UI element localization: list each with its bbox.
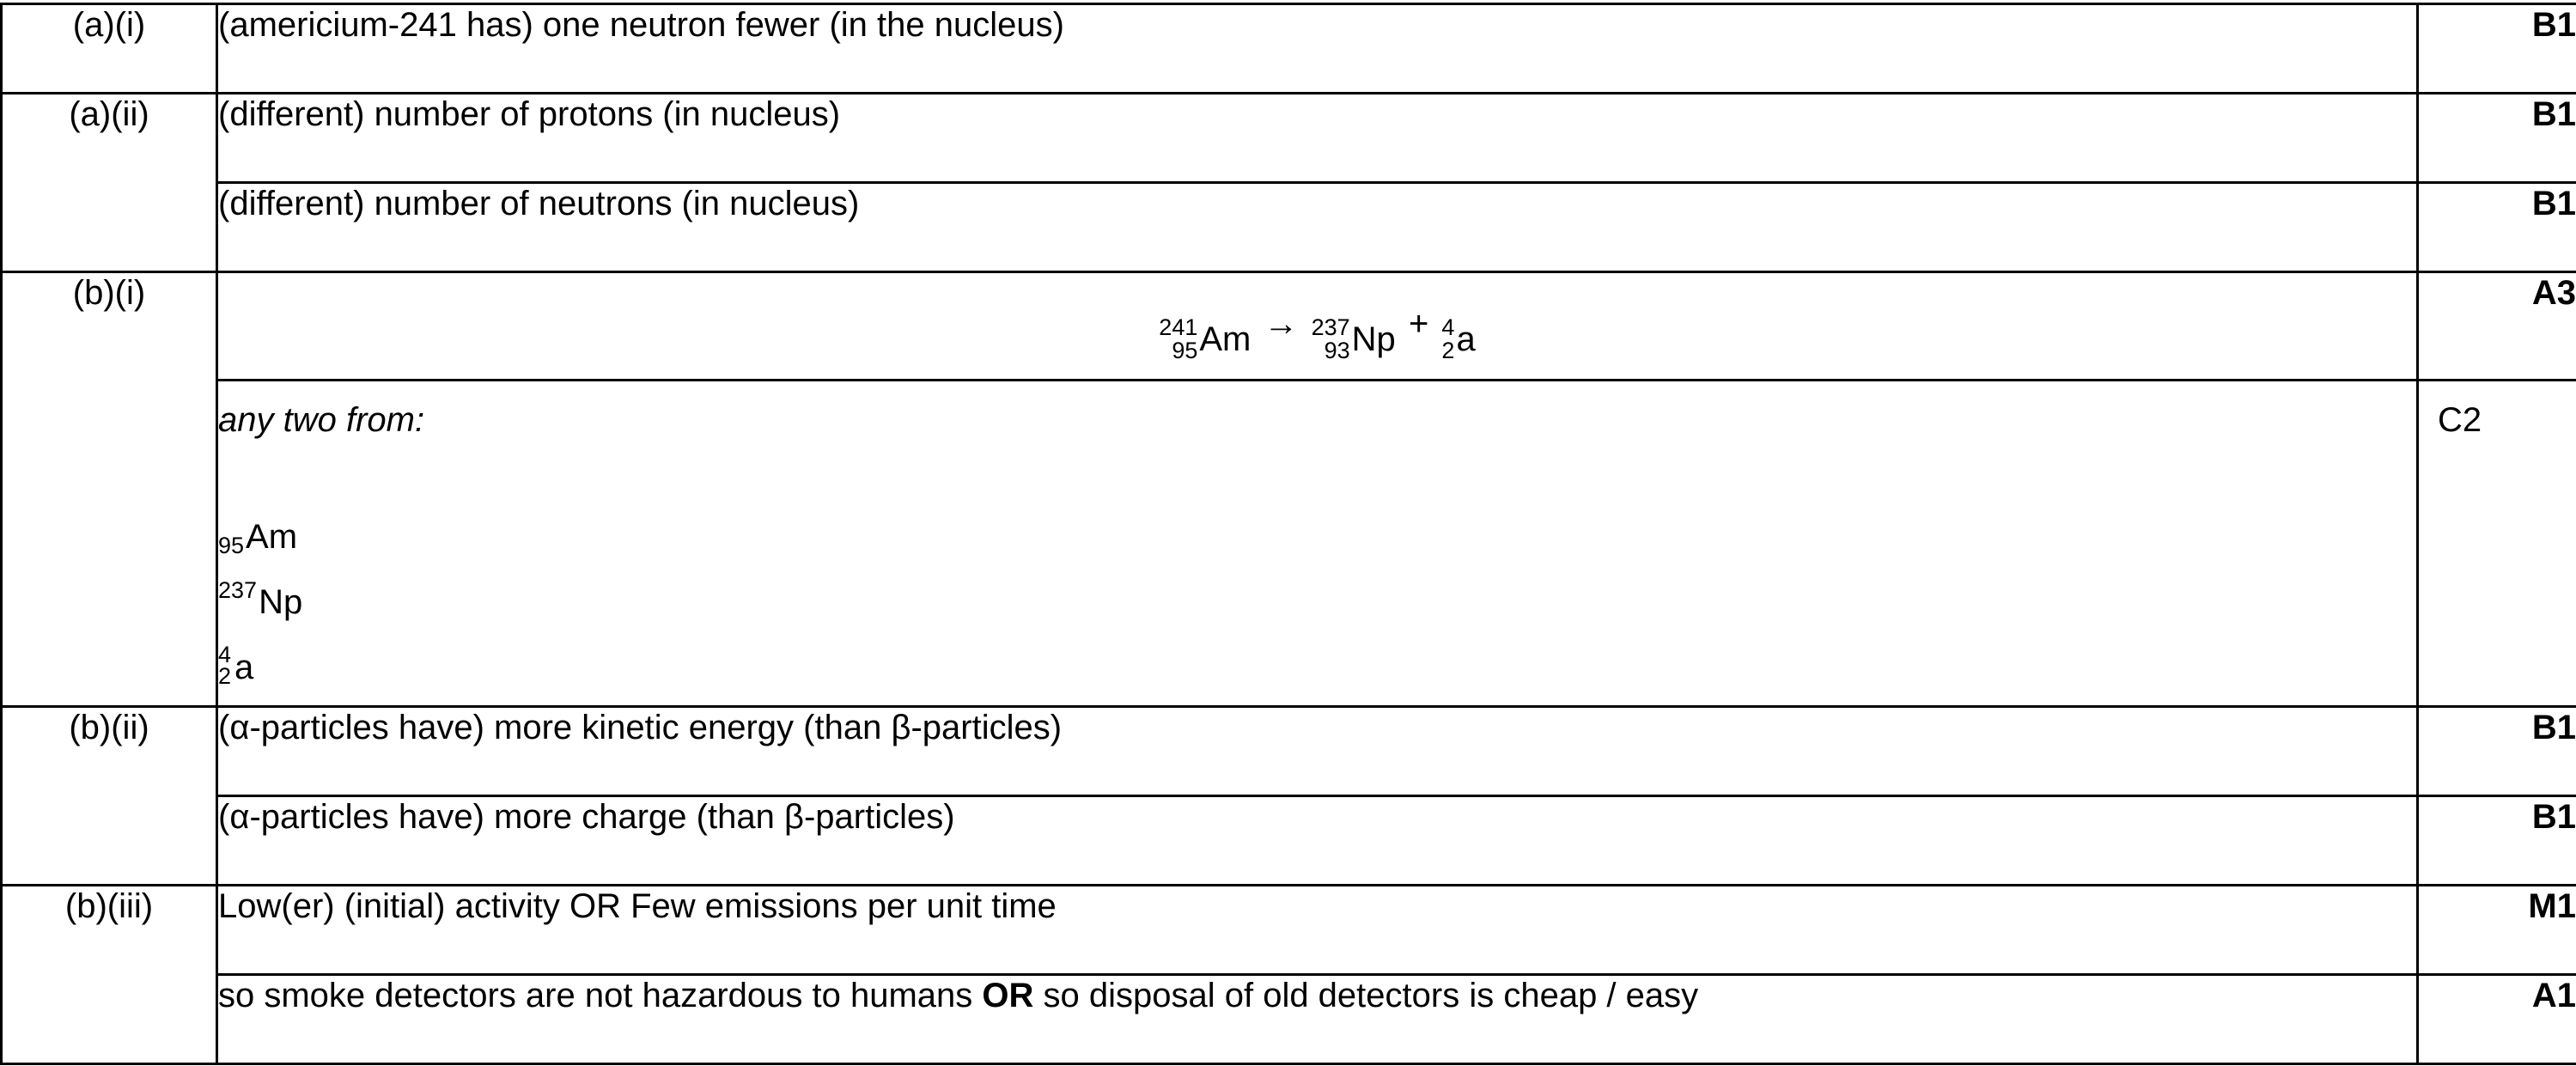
answer-cell: Low(er) (initial) activity OR Few emissions per unit time: [217, 886, 2418, 975]
mark-cell: M1: [2418, 886, 2576, 975]
answer-cell: [217, 381, 2418, 707]
table-row: [2, 796, 2576, 886]
neptunium-nuclide: [1312, 316, 1396, 362]
question-number: (a)(i): [2, 4, 217, 94]
answer-text-part1: so smoke detectors are not hazardous to humans: [218, 977, 983, 1014]
answer-cell: (α-particles have) more charge (than β-particles): [217, 796, 2418, 886]
mark-cell: B1: [2418, 94, 2576, 183]
question-number: (b)(ii): [2, 707, 217, 886]
am-atomic-number: 95: [1172, 338, 1198, 363]
answer-cell: (α-particles have) more kinetic energy (than β-particles): [217, 707, 2418, 796]
list-item: [218, 622, 2416, 687]
item1-subscript: 95: [218, 533, 245, 558]
alpha-symbol: a: [1456, 320, 1476, 358]
table-row: [2, 381, 2576, 707]
mark-cell: B1: [2418, 796, 2576, 886]
np-symbol: Np: [1351, 320, 1396, 358]
table-row: [2, 886, 2576, 975]
table-row: [2, 94, 2576, 183]
mark-cell: B1: [2418, 707, 2576, 796]
item2-superscript: 237: [218, 577, 258, 603]
am-symbol: Am: [1199, 320, 1251, 358]
answer-text-part2: so disposal of old detectors is cheap / easy: [1033, 977, 1699, 1014]
answer-cell: (different) number of protons (in nucleus): [217, 94, 2418, 183]
mark-cell: A3: [2418, 272, 2576, 381]
table-row: [2, 4, 2576, 94]
any-two-from-label: any two from:: [218, 401, 425, 439]
mark-scheme-table: [0, 3, 2576, 1065]
question-number: (b)(i): [2, 272, 217, 707]
mark-cell: A1: [2418, 975, 2576, 1064]
question-number: (b)(iii): [2, 886, 217, 1064]
list-item: [218, 440, 2416, 557]
list-item: [218, 557, 2416, 622]
table-row: [2, 183, 2576, 272]
mark-cell: B1: [2418, 4, 2576, 94]
item3-top: 4: [218, 642, 232, 667]
mark-cell: C2: [2418, 381, 2576, 707]
plus-sign: +: [1408, 305, 1429, 343]
alpha-mass-number: 4: [1441, 314, 1455, 340]
np-atomic-number: 93: [1324, 338, 1350, 363]
am-mass-number: 241: [1159, 314, 1198, 340]
item2-symbol: Np: [259, 583, 303, 621]
decay-equation: [217, 272, 2418, 381]
item3-symbol: a: [234, 649, 254, 686]
alpha-atomic-number: 2: [1441, 338, 1455, 363]
mark-cell: B1: [2418, 183, 2576, 272]
answer-cell: [217, 975, 2418, 1064]
table-row: [2, 272, 2576, 381]
question-number: (a)(ii): [2, 94, 217, 272]
np-mass-number: 237: [1311, 314, 1350, 340]
table-row: [2, 975, 2576, 1064]
alpha-particle: [1441, 316, 1475, 362]
item1-symbol: Am: [246, 518, 298, 556]
answer-text-bold: OR: [982, 977, 1034, 1014]
answer-cell: (americium-241 has) one neutron fewer (in the nucleus): [217, 4, 2418, 94]
reaction-arrow: →: [1264, 305, 1299, 343]
americium-nuclide: [1159, 316, 1251, 362]
answer-cell: (different) number of neutrons (in nucleus): [217, 183, 2418, 272]
item3-bottom: 2: [218, 663, 232, 689]
table-row: [2, 707, 2576, 796]
